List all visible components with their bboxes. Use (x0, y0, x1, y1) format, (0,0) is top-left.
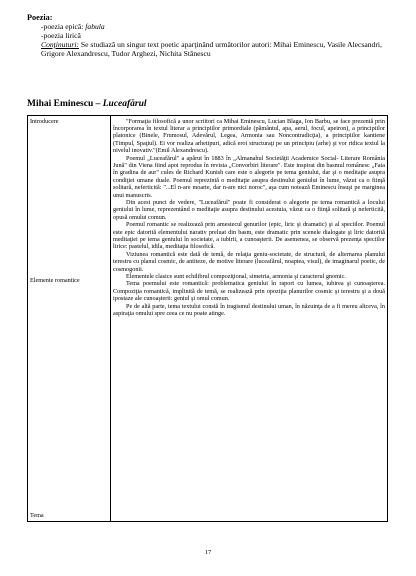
continut-label: Conţinuturi: (41, 40, 79, 49)
row-label-introducere: Introducere (30, 117, 59, 125)
table-row (28, 116, 388, 522)
paragraph: Tema poemului este romantică: problematica geniului în raport cu lumea, iubirea şi cunoaşterea. Compoziţia romantică, implinită de temă, se realizează prin opoziţia planurilor cosmic şi terestru şi a două ipostaze ale cunoaşterii: geniul şi omul comun. (113, 280, 385, 303)
page-number: 17 (204, 549, 212, 556)
poezia-epic-value: fabula (85, 22, 105, 31)
poezia-lyric-line: -poezia lirică (41, 31, 81, 40)
paragraph: Poemul „Luceafărul" a apărut în 1883 în „Almanahul Societăţii Academice Social- Literare România Jună" din Viena fiind apoi reprodus în revista „Convorbiri literare". Este inspirat din basmul românesc „Fata în gradina de aur" cules de Richard Kunish care este o alegorie pe tema geniului, dar şi o meditaţie asupra condiţiei umane duale. Poemul reprezintă o meditaţie asupra destinului geniului în lume, văzut ca o fiinţă solitară, neferticită: "...El n-are moarte, dar n-are nici noroc", aşa cum notează Eminescu însuşi pe marginea unui manuscris. (113, 154, 385, 199)
section-author: Mihai Eminescu – (27, 99, 103, 109)
table-label-cell (28, 116, 111, 522)
poezia-epic-prefix: -poezia epică: (41, 22, 86, 31)
paragraph: "Formaţia filosofică a unor scriitori ca Mihai Eminescu, Lucian Blaga, Ion Barbu, se face prezentă prin încorporarea în textul literar a principiilor primordiale (pământul, apa, aerul, focul, apeiron), a principiilor platonice (Binele, Frumosul, Adevărul, Legea, Armonia sau Noncontradicţia), a principiilor kantiene (Timpul, Spaţiul). Ei vor realiza arhetipuri, adică eroi structuraţi pe un principiu (arhe) şi vor ridica textul la nivelul inovativ."(Emil Alexandrescu). (113, 117, 385, 155)
row-label-tema: Tema (30, 512, 44, 520)
poezia-heading: Poezia: (27, 13, 53, 22)
section-work: Luceafărul (102, 99, 147, 109)
paragraph: Poemul romantic se realizează prin amestecul genurilor (epic, liric şi dramatic) şi al speciilor. Poemul este epic datorită elementului narativ preluat din basm, este dramatic prin scenele dialogate şi liric datorită meditaţiei pe tema geniului în societate, a iubirii, a cunoaşterii. De asemenea, se observă prezenţa speciilor lirice: pastelul, idila, meditaţia filosofică. (113, 221, 385, 251)
section-title (27, 99, 147, 109)
paragraph: Viziunea romantică este dată de temă, de relaţia geniu-societate, de structură, de alternarea planului terestru cu planul cosmic, de antiteze, de motive literare (luceafărul, noaptea, visul), de imaginarul poetic, de cosmogonii. (113, 250, 385, 273)
row-label-elemente-romantice: Elemente romantice (30, 276, 80, 284)
continut-text: Se studiază un singur text poetic aparţinând următorilor autori: Mihai Eminescu, Vasile Alecsandri, Grigore Alexandrescu, Tudor Arghezi, Nichita Stănescu (41, 40, 382, 58)
table-content-cell (111, 116, 388, 522)
poezia-epic-line (27, 22, 395, 31)
paragraph: Elementele clasice sunt echilibrul compoziţional, simetria, armonia şi caracterul gnomic. (126, 273, 346, 281)
paragraph: Pe de altă parte, tema textului constă în tragismul destinului uman, în năzuinţa de a fi mereu altceva, în aspiraţia omului spre ceea ce nu poate atinge. (113, 302, 385, 318)
poezia-continut-line (27, 40, 395, 58)
paragraph: Din acest punct de vedere, "Luceafărul" poate fi considerat o alegorie pe tema romantică a locului geniului în lume, reprezentând o meditaţie asupra destinului acestuia, văzut ca o fiinţă solitară şi neferticită, opusă omului comun. (113, 198, 385, 221)
content-table (27, 115, 388, 522)
poezia-block (27, 13, 395, 58)
